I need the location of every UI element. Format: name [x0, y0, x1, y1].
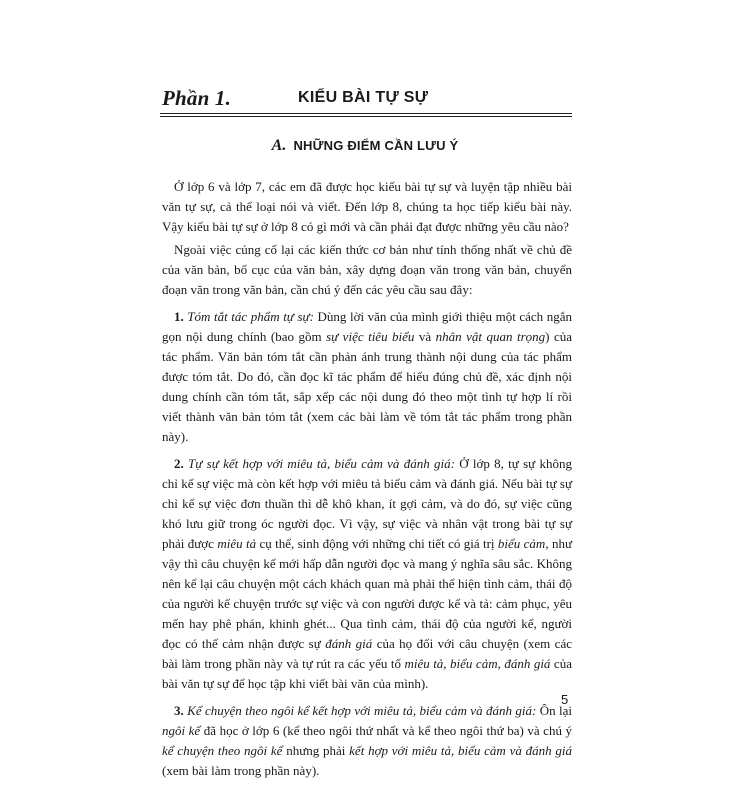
item-number: 3.	[174, 703, 184, 718]
page-number: 5	[561, 692, 569, 707]
section-title-text: NHỮNG ĐIỂM CẦN LƯU Ý	[293, 138, 459, 153]
paragraph-intro: Ở lớp 6 và lớp 7, các em đã được học kiểu bài tự sự và luyện tập nhiều bài văn tự sự, cả thể loại nói và viết. Đến lớp 8, chúng ta học tiếp kiểu bài này. Vậy kiểu bài tự sự ở lớp 8 có gì mới và cần phải đạt được những yêu cầu nào?	[162, 179, 572, 234]
item-number: 1.	[174, 309, 184, 324]
part-title: KIỂU BÀI TỰ SỰ	[298, 89, 429, 106]
part-header	[160, 86, 572, 116]
item-heading: Tóm tắt tác phẩm tự sự:	[187, 309, 314, 324]
paragraph-requirements: Ngoài việc củng cố lại các kiến thức cơ bản như tính thống nhất về chủ đề của văn bản, bố cục của văn bản, xây dựng đoạn văn trong văn bản, chuyển đoạn văn trong văn bản, cần chú ý đến các yêu cầu sau đây:	[162, 242, 572, 297]
item-narration-combined: 2. Tự sự kết hợp với miêu tả, biểu cảm và đánh giá: Ở lớp 8, tự sự không chỉ kể sự việc mà còn kết hợp với miêu tả biểu cảm và đánh giá. Nếu bài tự sự chỉ kể sự việc đơn thuần thì dễ khô khan, ít gợi cảm, và do đó, sự việc cũng khó lưu giữ trong óc người đọc. Vì vậy, sự việc và nhân vật trong bài tự sự phải được miêu tả cụ thể, sinh động với những chi tiết có giá trị biểu cảm, như vậy thì câu chuyện kể mới hấp dẫn người đọc và mang ý nghĩa sâu sắc. Không nên kể lại câu chuyện một cách khách quan mà phải thể hiện tình cảm, thái độ của người kể chuyện trước sự việc và con người được kể và tả: cảm phục, yêu mến hay phê phán, khinh ghét... Qua tình cảm, thái độ của người kể, người đọc có thể cảm nhận được sự đánh giá của họ đối với câu chuyện (xem các bài làm trong phần này và tự rút ra các yếu tố miêu tả, biểu cảm, đánh giá của bài văn tự sự để học tập khi viết bài văn của mình).	[162, 456, 573, 691]
body-text	[162, 177, 572, 788]
item-heading: Kể chuyện theo ngôi kể kết hợp với miêu tả, biểu cảm và đánh giá:	[187, 703, 537, 718]
item-narrative-perspective: 3. Kể chuyện theo ngôi kể kết hợp với miêu tả, biểu cảm và đánh giá: Ôn lại ngôi kể đã học ở lớp 6 (kể theo ngôi thứ nhất và kể theo ngôi thứ ba) và chú ý kể chuyện theo ngôi kể nhưng phải kết hợp với miêu tả, biểu cảm và đánh giá (xem bài làm trong phần này).	[162, 703, 573, 778]
section-letter: A.	[271, 137, 287, 154]
item-summary: 1. Tóm tắt tác phẩm tự sự: Dùng lời văn của mình giới thiệu một cách ngắn gọn nội dung chính (bao gồm sự việc tiêu biểu và nhân vật quan trọng) của tác phẩm. Văn bản tóm tắt cần phản ánh trung thành nội dung của tác phẩm được tóm tắt. Do đó, cần đọc kĩ tác phẩm để hiểu đúng chủ đề, xác định nội dung chính cần tóm tắt, sắp xếp các nội dung đó theo một tình tự hợp lí rồi viết thành văn bản tóm tắt (xem các bài làm về tóm tắt tác phẩm trong phần này).	[162, 309, 573, 444]
item-heading: Tự sự kết hợp với miêu tả, biểu cảm và đánh giá:	[188, 456, 455, 471]
part-label: Phần 1.	[162, 86, 232, 110]
item-number: 2.	[174, 456, 184, 471]
header-rule	[160, 113, 572, 117]
section-title	[0, 137, 730, 155]
